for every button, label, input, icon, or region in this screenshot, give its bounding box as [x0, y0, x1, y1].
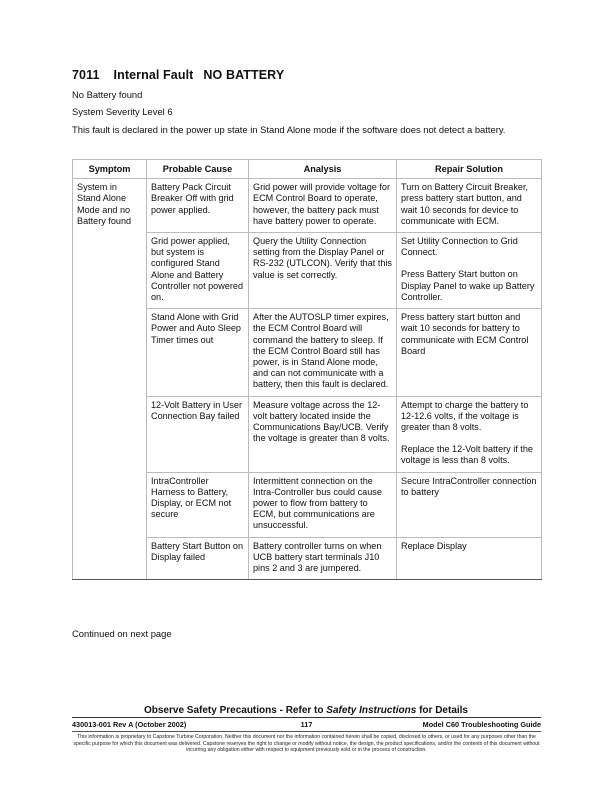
- header-repair-solution: Repair Solution: [397, 160, 542, 179]
- troubleshooting-table: [72, 159, 542, 580]
- fault-description: No Battery found: [72, 89, 143, 100]
- analysis-cell: Battery controller turns on when UCB battery start terminals J10 pins 2 and 3 are jumpered.: [249, 537, 397, 580]
- cause-cell: Battery Start Button on Display failed: [147, 537, 249, 580]
- safety-notice: [0, 705, 612, 716]
- table-header-row: [73, 160, 542, 179]
- repair-step: Replace Display: [401, 540, 467, 551]
- analysis-cell: Intermittent connection on the Intra-Controller bus could cause power to flow from battery to ECM, but communications are unsuccessful.: [249, 472, 397, 537]
- analysis-cell: Measure voltage across the 12-volt battery located inside the Communications Bay/UCB. Verify the voltage is greater than 8 volts.: [249, 396, 397, 472]
- cause-cell: IntraController Harness to Battery, Display, or ECM not secure: [147, 472, 249, 537]
- repair-cell: [397, 472, 542, 537]
- footer-divider: [72, 717, 541, 718]
- repair-step: Turn on Battery Circuit Breaker, press battery start button, and wait 10 seconds for device to communicate with ECM.: [401, 182, 529, 226]
- repair-step: Press battery start button and wait 10 seconds for battery to communicate with ECM Control Board: [401, 312, 529, 356]
- analysis-cell: After the AUTOSLP timer expires, the ECM Control Board will command the battery to sleep. If the ECM Control Board still has power, is in Stand Alone mode, and can not communicate with a battery, then this fault is declared.: [249, 309, 397, 396]
- page-number: 117: [300, 720, 313, 729]
- repair-step: Secure IntraController connection to battery: [401, 475, 537, 497]
- repair-cell: [397, 537, 542, 580]
- header-symptom: Symptom: [73, 160, 147, 179]
- repair-step: Press Battery Start button on Display Panel to wake up Battery Controller.: [401, 269, 535, 302]
- cause-cell: Stand Alone with Grid Power and Auto Sleep Timer times out: [147, 309, 249, 396]
- fault-title: [72, 68, 284, 82]
- cause-cell: 12-Volt Battery in User Connection Bay failed: [147, 396, 249, 472]
- document-number: 430013-001 Rev A (October 2002): [72, 720, 187, 729]
- analysis-cell: Query the Utility Connection setting from the Display Panel or RS-232 (UTLCON). Verify that this value is set correctly.: [249, 233, 397, 309]
- repair-step: Set Utility Connection to Grid Connect.: [401, 236, 518, 258]
- repair-cell: [397, 396, 542, 472]
- repair-cell: [397, 309, 542, 396]
- cause-cell: Grid power applied, but system is configured Stand Alone and Battery Controller not powered on.: [147, 233, 249, 309]
- proprietary-disclaimer: This information is proprietary to Capstone Turbine Corporation. Neither this document nor the information contained herein shall be copied, disclosed to others, or used for any purposes other than the specific purpose for which this document was delivered. Capstone reserves the right to change or modify without notice, the design, the product specifications, and/or the contents of this document without incurring any obligation either with respect to equipment previously sold or in the process of construction.: [73, 734, 540, 754]
- analysis-cell: Grid power will provide voltage for ECM Control Board to operate, however, the battery pack must have battery power to operate.: [249, 179, 397, 233]
- table-row: [73, 179, 542, 233]
- fault-explanation: This fault is declared in the power up state in Stand Alone mode if the software does not detect a battery.: [72, 124, 506, 135]
- safety-emphasis: Safety Instructions: [326, 705, 417, 716]
- safety-suffix: for Details: [416, 705, 468, 716]
- header-analysis: Analysis: [249, 160, 397, 179]
- cause-cell: Battery Pack Circuit Breaker Off with grid power applied.: [147, 179, 249, 233]
- fault-code: 7011: [72, 68, 100, 82]
- safety-prefix: Observe Safety Precautions - Refer to: [143, 705, 327, 716]
- symptom-cell: System in Stand Alone Mode and no Battery found: [73, 179, 147, 580]
- continued-note: Continued on next page: [72, 628, 172, 639]
- document-title: Model C60 Troubleshooting Guide: [422, 720, 541, 729]
- repair-step: Replace the 12-Volt battery if the voltage is less than 8 volts.: [401, 444, 533, 466]
- footer-divider-lower: [72, 731, 541, 732]
- fault-category: Internal Fault: [113, 68, 194, 82]
- repair-cell: [397, 179, 542, 233]
- repair-cell: [397, 233, 542, 309]
- severity-level: System Severity Level 6: [72, 106, 173, 117]
- header-probable-cause: Probable Cause: [147, 160, 249, 179]
- fault-name: NO BATTERY: [203, 68, 285, 82]
- repair-step: Attempt to charge the battery to 12-12.6 volts, if the voltage is greater than 8 volts.: [401, 399, 529, 433]
